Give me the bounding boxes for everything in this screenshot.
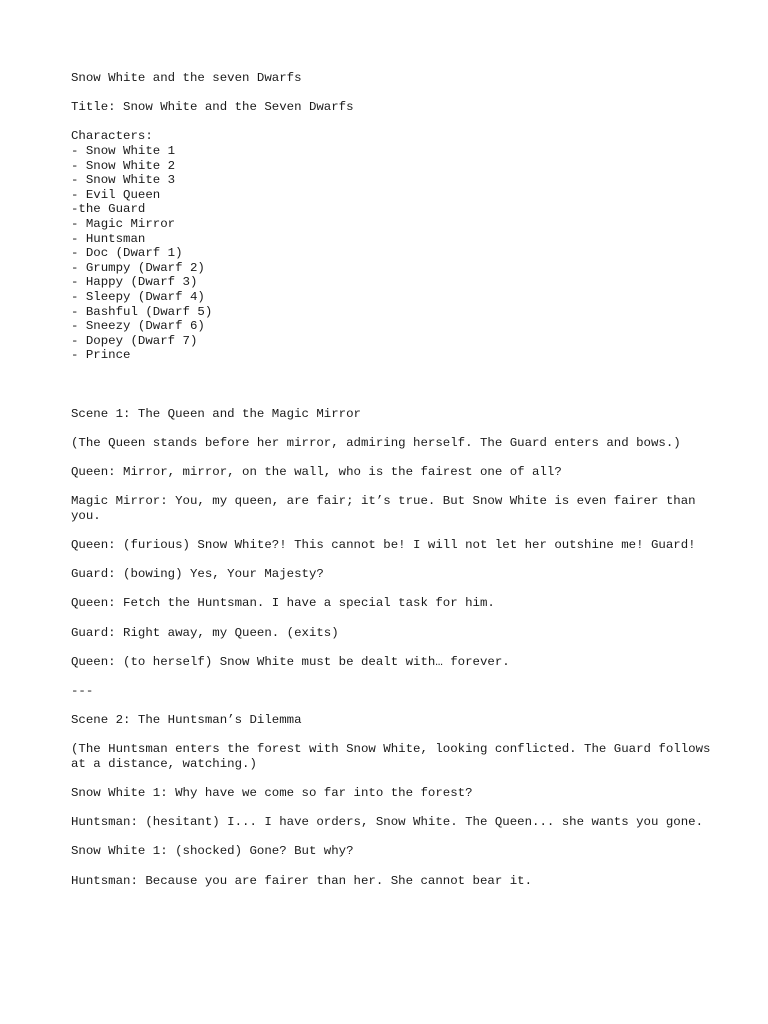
title-line: Title: Snow White and the Seven Dwarfs (71, 100, 354, 115)
document-heading: Snow White and the seven Dwarfs (71, 71, 302, 85)
character-item: - Sneezy (Dwarf 6) (71, 319, 205, 334)
character-item: - Dopey (Dwarf 7) (71, 333, 198, 348)
scene-1-title: Scene 1: The Queen and the Magic Mirror (71, 406, 361, 421)
scene-2-title: Scene 2: The Huntsman’s Dilemma (71, 713, 302, 728)
character-item: - Sleepy (Dwarf 4) (71, 289, 205, 304)
scene-2-line: Snow White 1: Why have we come so far into the forest? (71, 786, 473, 801)
script-page (71, 71, 721, 888)
character-item: - Happy (Dwarf 3) (71, 275, 198, 290)
character-item: - Prince (71, 348, 131, 363)
scene-2-line: (The Huntsman enters the forest with Snow White, looking conflicted. The Guard follows at a distance, watching.) (71, 742, 718, 771)
character-item: - Grumpy (Dwarf 2) (71, 260, 205, 275)
character-item: - Huntsman (71, 231, 146, 246)
character-item: - Snow White 2 (71, 158, 176, 173)
character-item: - Magic Mirror (71, 216, 176, 231)
scene-1-line: Queen: Fetch the Huntsman. I have a special task for him. (71, 596, 495, 611)
scene-2-line: Huntsman: (hesitant) I... I have orders, Snow White. The Queen... she wants you gone. (71, 815, 704, 830)
characters-label: Characters: (71, 129, 153, 144)
scene-1-line: Magic Mirror: You, my queen, are fair; it’s true. But Snow White is even fairer than you. (71, 494, 704, 523)
character-item: - Snow White 1 (71, 143, 176, 158)
character-item: - Doc (Dwarf 1) (71, 246, 183, 261)
scene-separator: --- (71, 683, 94, 698)
scene-1-line: Queen: Mirror, mirror, on the wall, who is the fairest one of all? (71, 465, 562, 480)
scene-1-line: Queen: (furious) Snow White?! This cannot be! I will not let her outshine me! Guard! (71, 538, 696, 553)
scene-1-line: Guard: Right away, my Queen. (exits) (71, 625, 339, 640)
scene-1-line: Guard: (bowing) Yes, Your Majesty? (71, 567, 324, 582)
character-item: - Snow White 3 (71, 173, 176, 188)
scene-1-line: (The Queen stands before her mirror, admiring herself. The Guard enters and bows.) (71, 435, 681, 450)
character-item: -the Guard (71, 202, 146, 217)
character-item: - Bashful (Dwarf 5) (71, 304, 213, 319)
scene-1-line: Queen: (to herself) Snow White must be dealt with… forever. (71, 654, 510, 669)
scene-2-line: Huntsman: Because you are fairer than her. She cannot bear it. (71, 873, 533, 888)
character-item: - Evil Queen (71, 187, 161, 202)
scene-2-line: Snow White 1: (shocked) Gone? But why? (71, 844, 354, 859)
